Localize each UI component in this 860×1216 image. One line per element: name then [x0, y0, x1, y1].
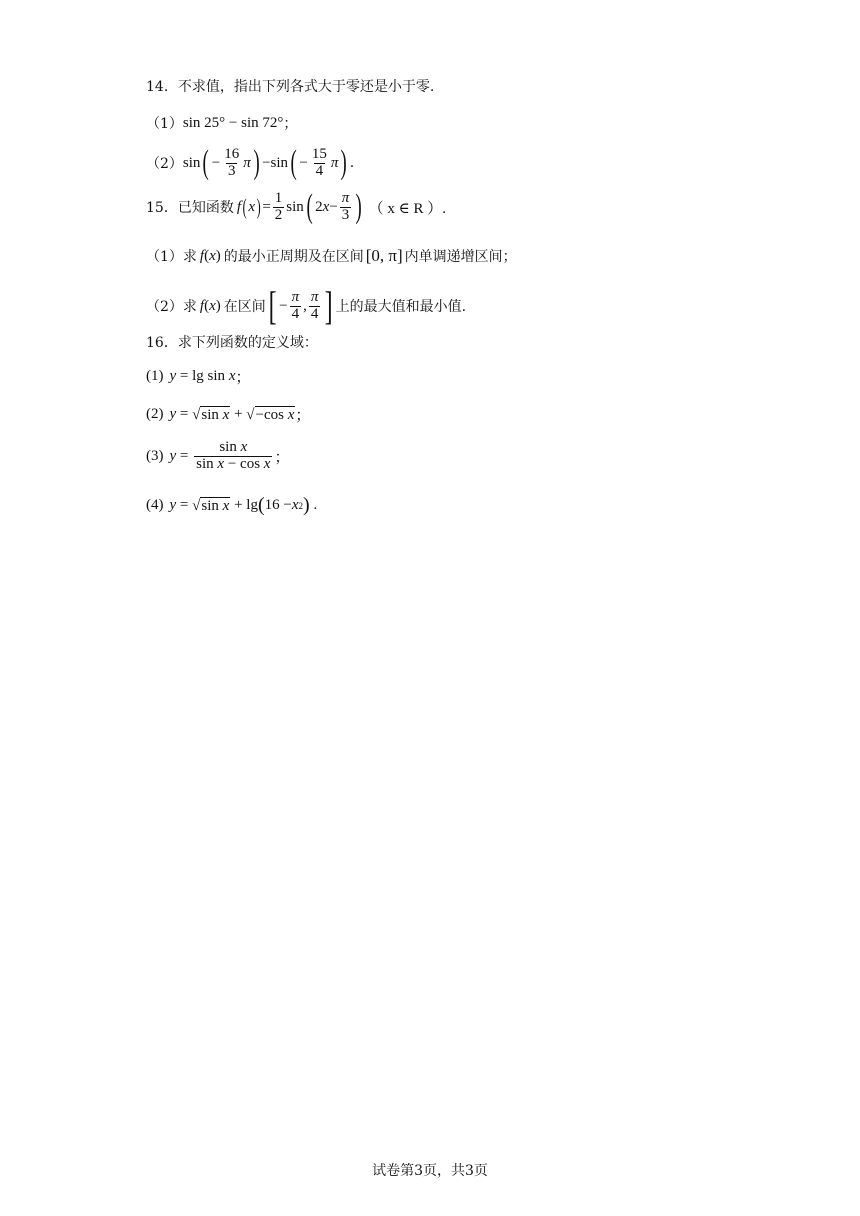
fraction: $\frac{15}{4}$	[311, 145, 327, 179]
q14-part2-expression: sin ( − $\frac{16}{3}$ π ) −sin ( − $\frac{15}{4}$ π )	[182, 144, 348, 181]
q15-part1	[146, 246, 517, 266]
q15-part1-label: （1）求	[146, 249, 197, 265]
q16-part3: (3) y = $\frac{\text{sin x}}{\text{sin x − cos x}}$ ；	[146, 439, 290, 472]
q15-domain: （ x ∈ R ）.	[368, 200, 446, 217]
q14-prompt	[146, 76, 434, 96]
q14-part2	[146, 146, 354, 180]
q14-prompt-text: 14．不求值，指出下列各式大于零还是小于零.	[146, 79, 435, 95]
q16-part2-label: (2)	[146, 406, 164, 422]
q15-part2-label: （2）求	[146, 299, 197, 315]
q15-prompt	[146, 190, 446, 224]
q15-part1-text: 的最小正周期及在区间	[223, 249, 364, 265]
q16-part4: (4) y = √ sin x + lg ( 16 − x 2 ) .	[146, 494, 318, 516]
q15-prefix: 15．已知函数	[146, 200, 234, 216]
q14-part1-expression: sin 25° − sin 72°	[182, 114, 284, 131]
q15-part1-interval: [0, π]	[365, 246, 403, 265]
q15-function: f ( x ) = $\frac{1}{2}$ sin ( 2 x − $\frac{\pi}{3}$ )	[236, 188, 363, 225]
q15-part2-tail: 上的最大值和最小值.	[335, 299, 467, 315]
q14-part1	[146, 113, 297, 133]
q16-part2: (2) y = √ sin x + √ −cos x ；	[146, 406, 311, 424]
q15-part1-fx: f(x)	[199, 247, 221, 264]
q15-part2	[146, 283, 467, 328]
q15-part2-interval: [ − $\frac{\pi}{4}$ , $\frac{\pi}{4}$ ]	[268, 283, 334, 328]
q16-prompt-text: 16．求下列函数的定义域：	[146, 335, 318, 351]
q15-part2-fx: f(x)	[199, 297, 221, 314]
q16-part1: (1) y = lg sin x ；	[146, 368, 251, 386]
q16-part4-label: (4)	[146, 497, 164, 513]
q14-part1-label: （1）	[146, 116, 183, 132]
q16-part3-label: (3)	[146, 447, 164, 464]
q15-part2-text: 在区间	[223, 299, 266, 315]
fraction: $\frac{16}{3}$	[224, 145, 240, 179]
q16-part1-label: (1)	[146, 368, 164, 384]
page-footer: 试卷第3页，共3页	[372, 1163, 488, 1179]
q14-part2-end: .	[349, 155, 355, 171]
q16-prompt	[146, 332, 318, 352]
q15-part1-tail: 内单调递增区间；	[404, 249, 517, 265]
q14-part2-label: （2）	[146, 156, 183, 172]
q14-part1-end: ；	[283, 116, 298, 132]
